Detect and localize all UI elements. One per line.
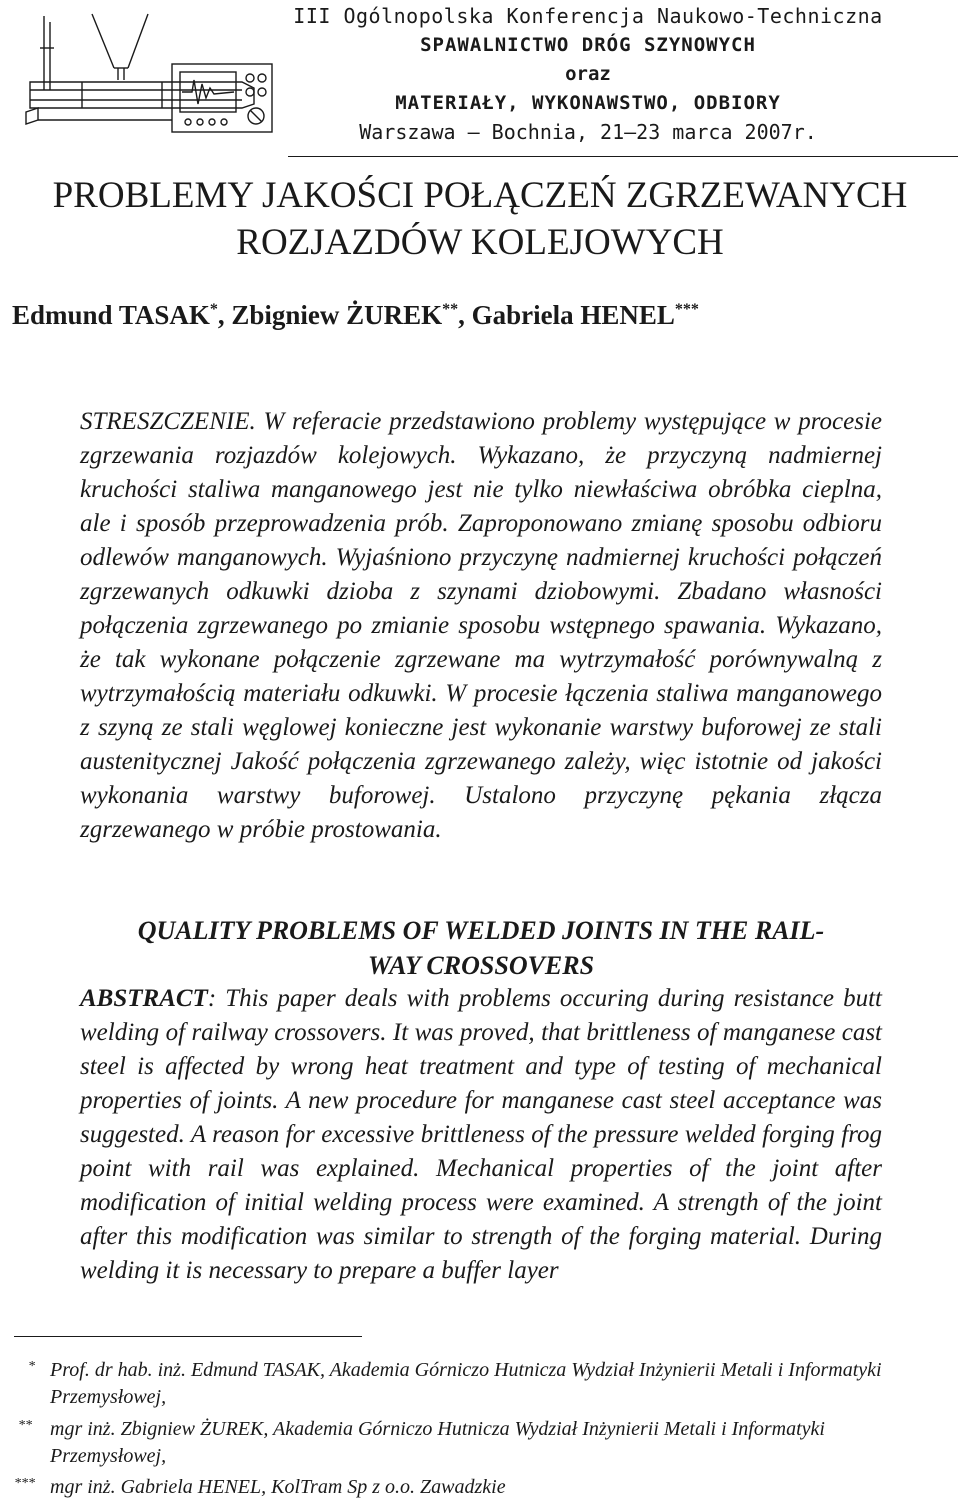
footnote-1-text: Prof. dr hab. inż. Edmund TASAK, Akademia Górniczo Hutnicza Wydział Inżynierii Metali i Informatyki Przemysłowej, [50, 1359, 882, 1408]
paper-title-line-2: ROZJAZDÓW KOLEJOWYCH [236, 222, 724, 263]
footnote-3-mark: *** [14, 1476, 35, 1491]
polish-abstract: STRESZCZENIE. W referacie przedstawiono problemy występujące w procesie zgrzewania rozjazdów kolejowych. Wykazano, że przyczyną nadmiernej kruchości staliwa manganowego jest nie tylko niewłaściwa obróbka cieplna, ale i sposób przeprowadzenia prób. Zaproponowano zmianę sposobu odbioru odlewów manganowych. Wyjaśniono przyczynę nadmiernej kruchości połączeń zgrzewanych odkuwki dzioba z szynami dziobowymi. Zbadano własności połączenia zgrzewanego po zmianie sposobu wstępnego spawania. Wykazano, że tak wykonane połączenie zgrzewane ma wytrzymałość porównywalną z wytrzymałością materiału odkuwki. W procesie łączenia staliwa manganowego z szyną ze stali węglowej konieczne jest wykonanie warstwy buforowej ze stali austenitycznej Jakość połączenia zgrzewanego zależy, więc istotnie od jakości wykonania warstwy buforowej. Ustalono przyczynę pękania złącza zgrzewanego w próbie prostowania. [80, 408, 882, 843]
author-2: Zbigniew ŻUREK [231, 300, 443, 330]
author-1: Edmund TASAK [12, 300, 210, 330]
author-list: Edmund TASAK*, Zbigniew ŻUREK**, Gabriela HENEL*** [12, 300, 699, 330]
conference-topic: SPAWALNICTWO DRÓG SZYNOWYCH [420, 34, 756, 56]
conference-place-date: Warszawa – Bochnia, 21–23 marca 2007r. [359, 120, 817, 144]
author-1-mark: * [209, 301, 218, 318]
conference-logo [22, 8, 282, 136]
conference-name: III Ogólnopolska Konferencja Naukowo-Techniczna [293, 4, 883, 28]
english-title [80, 913, 882, 983]
footnote-2-mark: ** [18, 1418, 32, 1433]
footnote-2-text: mgr inż. Zbigniew ŻUREK, Akademia Górniczo Hutnicza Wydział Inżynierii Metali i Informatyki Przemysłowej, [50, 1418, 825, 1467]
author-2-mark: ** [442, 301, 459, 318]
paper-title-line-1: PROBLEMY JAKOŚCI POŁĄCZEŃ ZGRZEWANYCH [52, 175, 908, 216]
english-title-line-2: WAY CROSSOVERS [367, 951, 595, 980]
author-3: Gabriela HENEL [471, 300, 675, 330]
footnote-1-mark: * [28, 1359, 35, 1374]
abstract-label: ABSTRACT [80, 985, 208, 1012]
footnote-3-text: mgr inż. Gabriela HENEL, KolTram Sp z o.o. Zawadzkie [50, 1476, 506, 1498]
english-abstract [80, 982, 882, 1288]
conference-subtopic: MATERIAŁY, WYKONAWSTWO, ODBIORY [395, 92, 781, 114]
footnote-divider [14, 1336, 362, 1337]
paper-title [0, 172, 960, 266]
conference-header [288, 2, 888, 147]
abstract-text: : This paper deals with problems occuring during resistance butt welding of railway crossovers. It was proved, that brittleness of manganese cast steel is affected by wrong heat treatment and type of testing of mechanical properties of joints. A new procedure for manganese cast steel acceptance was suggested. A reason for excessive brittleness of the pressure welded forging frog point with rail was explained. Mechanical properties of the joint after modification of initial welding process were examined. A strength of the joint after this modification was similar to strength of the forging material. During welding it is necessary to prepare a buffer layer [80, 985, 882, 1284]
header-divider [288, 156, 958, 157]
english-title-line-1: QUALITY PROBLEMS OF WELDED JOINTS IN THE RAIL- [137, 916, 825, 945]
author-3-mark: *** [674, 301, 699, 318]
conference-connector: oraz [565, 63, 611, 85]
